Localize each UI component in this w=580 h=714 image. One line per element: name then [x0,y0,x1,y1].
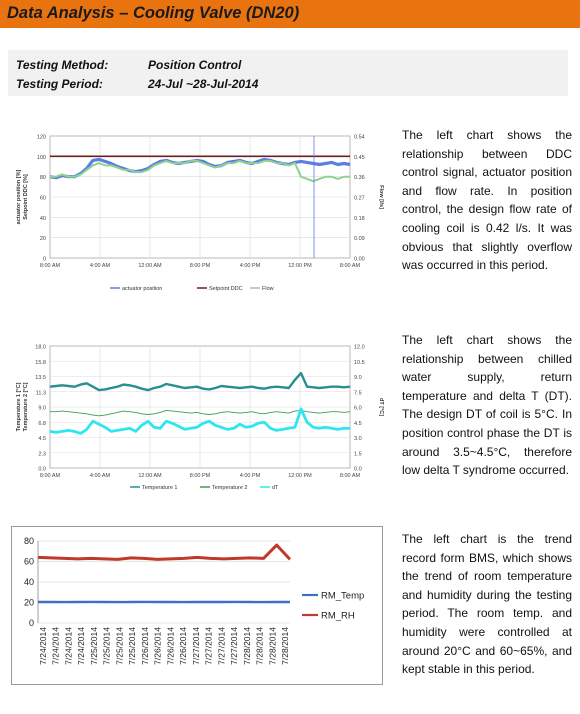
x-tick-label: 7/25/2014 [88,627,99,665]
y-tick-label: 11.3 [35,390,46,397]
y-axis-title: Temperature 2 [°C] [23,382,29,432]
chart-valve-position-flow [14,130,384,295]
y2-tick-label: 0.18 [354,215,365,222]
y2-tick-label: 0.36 [354,175,365,182]
legend-label: Setpoint DDC [209,286,243,292]
y2-tick-label: 1.5 [354,451,362,458]
x-tick-label: 7/26/2014 [139,627,150,665]
legend-label: dT [272,485,279,491]
x-tick-label: 7/24/2014 [50,627,61,665]
x-tick-label: 8:00 AM [339,263,361,269]
page-title: Data Analysis – Cooling Valve (DN20) [7,4,300,22]
y2-tick-label: 6.0 [354,405,362,412]
chart-3-svg [12,527,382,684]
y-tick-label: 13.5 [35,375,46,381]
y-axis-title: Temperature 1 [°C] [16,382,22,432]
y2-tick-label: 0.09 [354,236,365,243]
x-tick-label: 7/26/2014 [152,627,163,665]
y2-tick-label: 0.00 [354,256,365,263]
y-tick-label: 4.5 [38,436,46,442]
y2-tick-label: 12.0 [354,344,365,351]
legend-label: actuator position [122,286,163,292]
testing-info-box [8,50,568,96]
legend-label: Temperature 1 [142,485,178,491]
x-tick-label: 12:00 AM [138,263,162,269]
y2-tick-label: 4.5 [354,420,362,427]
x-tick-label: 7/28/2014 [280,627,290,665]
x-tick-label: 8:00 PM [189,263,211,269]
x-tick-label: 7/27/2014 [203,627,214,665]
y2-tick-label: 0.0 [354,466,362,473]
y2-tick-label: 9.0 [354,375,362,381]
x-tick-label: 7/28/2014 [241,627,252,665]
x-tick-label: 7/24/2014 [63,627,74,665]
x-tick-label: 8:00 AM [39,263,61,269]
x-tick-label: 8:00 AM [339,473,361,479]
y2-axis-title: Flow [l/s] [378,185,384,209]
y2-tick-label: 10.5 [354,359,365,366]
y-tick-label: 80 [23,536,34,546]
y-axis-title: actuator position [%] [16,169,22,225]
chart-water-temperature [14,340,384,498]
x-tick-label: 7/24/2014 [76,627,87,665]
y-tick-label: 18.0 [35,344,46,351]
y2-tick-label: 7.5 [354,390,362,397]
legend-label: RM_Temp [321,590,365,602]
chart-2-description: The left chart shows the relationship between chilled water supply, return temperature and delta T (DT). The design DT of coil is 5°C. In position control phase the DT is around 3.5~4.5°C, therefore low delta T syndrome occurred. [402,333,572,478]
y-tick-label: 9.0 [38,405,46,412]
chart-3-description: The left chart is the trend record form BMS, which shows the trend of room temperature and humidity during the testing period. The room temp. and humidity were controlled at around 20°C and 60~65%, and kept stable in this period. [402,532,572,677]
x-tick-label: 7/25/2014 [101,627,112,665]
y2-tick-label: 0.54 [354,134,365,141]
x-tick-label: 7/27/2014 [216,627,227,665]
y-tick-label: 40 [39,215,46,222]
x-tick-label: 7/24/2014 [38,627,48,665]
legend-label: RM_RH [321,610,355,622]
chart-2-svg [14,340,384,498]
x-tick-label: 4:00 AM [89,263,111,269]
x-tick-label: 12:00 PM [288,473,312,479]
y-tick-label: 0 [42,256,46,263]
y-tick-label: 100 [36,154,46,161]
y-tick-label: 120 [36,134,46,141]
y-tick-label: 20 [23,597,34,608]
y-tick-label: 2.3 [38,451,46,458]
y2-tick-label: 0.45 [354,154,365,161]
legend-label: Flow [262,286,274,292]
x-tick-label: 7/28/2014 [267,627,278,665]
x-tick-label: 7/27/2014 [190,627,201,665]
y-tick-label: 15.8 [35,359,46,366]
chart-1-svg [14,130,384,295]
testing-period-label: Testing Period: [16,77,103,91]
x-tick-label: 8:00 AM [39,473,61,479]
y-tick-label: 60 [39,195,46,202]
chart-room-trend [11,526,383,685]
x-tick-label: 4:00 PM [239,473,261,479]
x-tick-label: 7/26/2014 [165,627,176,665]
x-tick-label: 7/28/2014 [254,627,265,665]
y-tick-label: 80 [39,175,46,182]
y-axis-title: Setpoint DDC [%] [23,174,29,220]
x-tick-label: 12:00 AM [138,473,162,479]
y-tick-label: 20 [39,236,46,243]
legend-label: Temperature 2 [212,485,248,491]
y-tick-label: 40 [23,577,34,587]
x-tick-label: 4:00 AM [89,473,111,479]
y2-tick-label: 0.27 [354,195,365,202]
x-tick-label: 7/26/2014 [178,627,189,665]
testing-period-value: 24-Jul ~28-Jul-2014 [148,77,259,91]
y-tick-label: 6.8 [38,420,46,427]
x-tick-label: 4:00 PM [239,263,261,269]
x-tick-label: 8:00 PM [189,473,211,479]
y-tick-label: 0.0 [38,466,46,473]
y-tick-label: 60 [23,556,34,567]
y2-tick-label: 3.0 [354,436,362,442]
x-tick-label: 12:00 PM [288,263,312,269]
y2-axis-title: dT [°C] [378,397,384,417]
x-tick-label: 7/25/2014 [127,627,138,665]
y-tick-label: 0 [28,618,34,628]
page-header [0,0,580,28]
testing-method-value: Position Control [148,58,242,72]
x-tick-label: 7/25/2014 [114,627,125,665]
x-tick-label: 7/27/2014 [229,627,240,665]
chart-1-description: The left chart shows the relationship between DDC control signal, actuator position and flow rate. In position control, the design flow rate of cooling coil is 0.42 l/s. It was obvious that slightly overflow was occurred in this period. [402,128,572,273]
testing-method-label: Testing Method: [16,58,109,72]
